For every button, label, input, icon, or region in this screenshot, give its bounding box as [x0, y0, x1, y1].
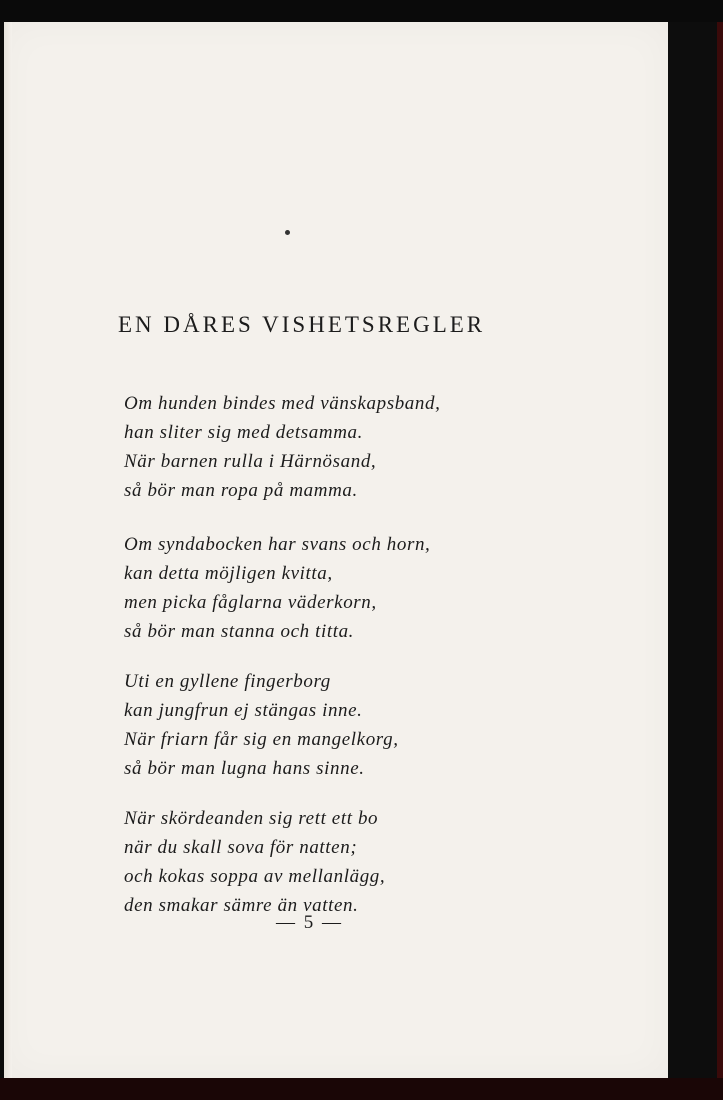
stanza-line: kan detta möjligen kvitta, — [124, 563, 333, 584]
page-number: — 5 — — [276, 912, 343, 933]
book-cover-edge — [717, 22, 723, 1100]
stanza-4 — [124, 804, 385, 920]
stanza-line: När barnen rulla i Härnösand, — [124, 451, 377, 472]
stanza-line: När skördeanden sig rett ett bo — [124, 808, 379, 829]
stanza-line: så bör man lugna hans sinne. — [124, 758, 365, 779]
stanza-1 — [124, 389, 440, 505]
ornament-dot — [285, 230, 290, 235]
stanza-line: När friarn får sig en mangelkorg, — [124, 729, 399, 750]
stanza-3 — [124, 667, 399, 783]
stanza-line: när du skall sova för natten; — [124, 837, 358, 858]
scan-background-bottom — [0, 1078, 723, 1100]
scan-background-right — [668, 22, 723, 1078]
stanza-line: Uti en gyllene fingerborg — [124, 671, 331, 692]
stanza-line: Om syndabocken har svans och horn, — [124, 534, 431, 555]
stanza-line: men picka fåglarna väderkorn, — [124, 592, 377, 613]
stanza-line: han sliter sig med detsamma. — [124, 422, 363, 443]
stanza-line: så bör man ropa på mamma. — [124, 480, 358, 501]
stanza-2 — [124, 530, 430, 646]
stanza-line: och kokas soppa av mellanlägg, — [124, 866, 386, 887]
binding-edge — [4, 22, 12, 1078]
poem-title: EN DÅRES VISHETSREGLER — [118, 312, 486, 337]
stanza-line: så bör man stanna och titta. — [124, 621, 355, 642]
stanza-line: kan jungfrun ej stängas inne. — [124, 700, 363, 721]
stanza-line: den smakar sämre än vatten. — [124, 895, 359, 916]
book-page — [4, 22, 668, 1078]
stanza-line: Om hunden bindes med vänskapsband, — [124, 393, 441, 414]
